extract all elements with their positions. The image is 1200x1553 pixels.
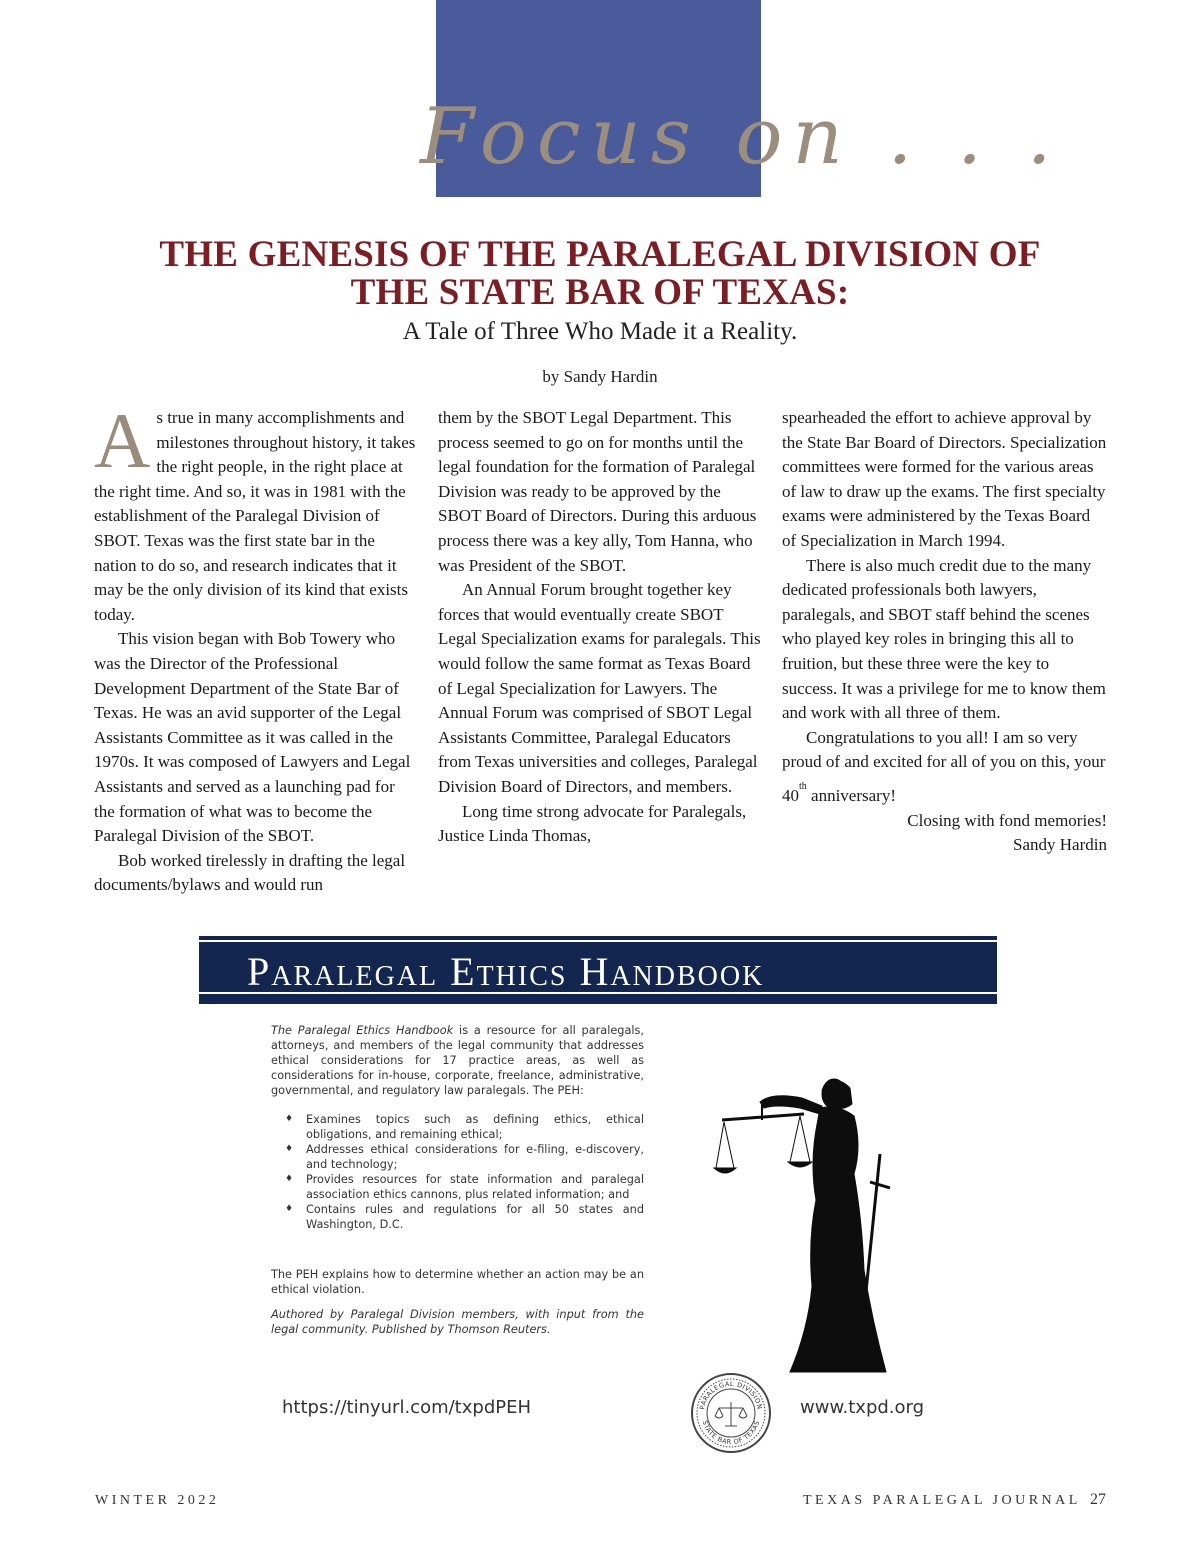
article-paragraph: Bob worked tirelessly in drafting the legal documents/bylaws and would run [94,850,406,895]
article-paragraph: As true in many accomplishments and milestones throughout history, it takes the right people, in the right place at the right time. And so, it was in 1981 with the establishment of the Paralegal Division of SBOT. Texas was the first state bar in the nation to do so, and research indicates that it may be the only division of its kind that exists today. [94,397,416,624]
list-item: ♦ Contains rules and regulations for all 50 states and Washington, D.C. [285,1203,644,1231]
title-line-1: THE GENESIS OF THE PARALEGAL DIVISION OF [159,234,1041,275]
byline: by Sandy Hardin [542,367,658,386]
signature: Sandy Hardin [1013,835,1107,855]
list-item: ♦ Examines topics such as defining ethics, ethical obligations, and remaining ethical; [285,1113,644,1141]
journal-name: TEXAS PARALEGAL JOURNAL [803,1493,1081,1508]
lady-justice-icon [712,1070,892,1375]
page-number: 27 [1090,1491,1106,1508]
issue-label: WINTER 2022 [95,1493,220,1508]
focus-on-script-text: Focus on . . . [420,92,1062,182]
handbook-intro: The Paralegal Ethics Handbook is a resource for all paralegals, attorneys, and members of the legal community that addresses ethical considerations for 17 practice areas, as well as considerations for in-house, corporate, freelance, administrative, governmental, and regulatory law paralegals. The PEH: [271,1024,645,1097]
article-paragraph: An Annual Forum brought together key forces that would eventually create SBOT Legal Specialization exams for paralegals. This would follow the same format as Texas Board of Legal Specialization for Lawyers. The Annual Forum was comprised of SBOT Legal Assistants Committee, Paralegal Educators from Texas universities and colleges, Paralegal Division Board of Directors, and members. [438,580,761,796]
handbook-url-link[interactable]: https://tinyurl.com/txpdPEH [282,1397,532,1418]
handbook-feature-list [285,1112,644,1232]
ethics-handbook-banner [199,936,997,1004]
article-paragraph: spearheaded the effort to achieve approval by the State Bar Board of Directors. Specialization committees were formed for the various areas of law to draw up the exams. The first specialty exams were administered by the Texas Board of Specialization in March 1994. [782,408,1107,550]
article-column-2 [438,406,763,849]
article-column-1 [94,397,419,898]
website-url-link[interactable]: www.txpd.org [800,1397,925,1418]
diamond-bullet-icon: ♦ [285,1174,294,1184]
congratulations-paragraph: Congratulations to you all! I am so very proud of and excited for all of you on this, your 40th anniversary! [782,727,1106,805]
diamond-bullet-icon: ♦ [285,1114,294,1124]
banner-rule-top [199,940,997,942]
article-paragraph: Long time strong advocate for Paralegals, Justice Linda Thomas, [438,801,747,846]
article-paragraph: them by the SBOT Legal Department. This process seemed to go on for months until the legal foundation for the formation of Paralegal Division was ready to be approved by the SBOT Board of Directors. During this arduous process there was a key ally, Tom Hanna, who was President of the SBOT. [438,408,757,575]
paralegal-division-seal-icon [690,1372,772,1454]
seal-bottom-text: STATE BAR OF TEXAS [700,1419,762,1447]
focus-on-heading [400,92,1062,222]
handbook-explains: The PEH explains how to determine whether an action may be an ethical violation. [271,1268,644,1296]
article-column-3 [782,406,1107,858]
article-subtitle: A Tale of Three Who Made it a Reality. [402,318,798,345]
list-item: ♦ Addresses ethical considerations for e-filing, e-discovery, and technology; [285,1143,644,1171]
handbook-description [271,1023,644,1337]
article-title [0,236,1200,312]
banner-title: Paralegal Ethics Handbook [247,949,765,994]
list-item: ♦ Provides resources for state information and paralegal association ethics cannons, plus related information; and [285,1173,644,1201]
handbook-authored: Authored by Paralegal Division members, with input from the legal community. Published by Thomson Reuters. [271,1308,644,1336]
drop-cap: A [94,397,151,484]
article-paragraph: This vision began with Bob Towery who was the Director of the Professional Development Department of the State Bar of Texas. He was an avid supporter of the Legal Assistants Committee as it was called in the 1970s. It was composed of Lawyers and Legal Assistants and served as a launching pad for the formation of what was to become the Paralegal Division of the SBOT. [94,629,411,846]
title-line-2: THE STATE BAR OF TEXAS: [350,272,850,313]
seal-top-text: PARALEGAL DIVISION [698,1379,764,1411]
closing-line: Closing with fond memories! [907,810,1107,830]
article-paragraph: There is also much credit due to the many dedicated professionals both lawyers, paralegals, and SBOT staff behind the scenes who played key roles in bringing this all to fruition, but these three were the key to success. It was a privilege for me to know them and work with all three of them. [782,555,1106,723]
diamond-bullet-icon: ♦ [285,1204,294,1214]
diamond-bullet-icon: ♦ [285,1144,294,1154]
